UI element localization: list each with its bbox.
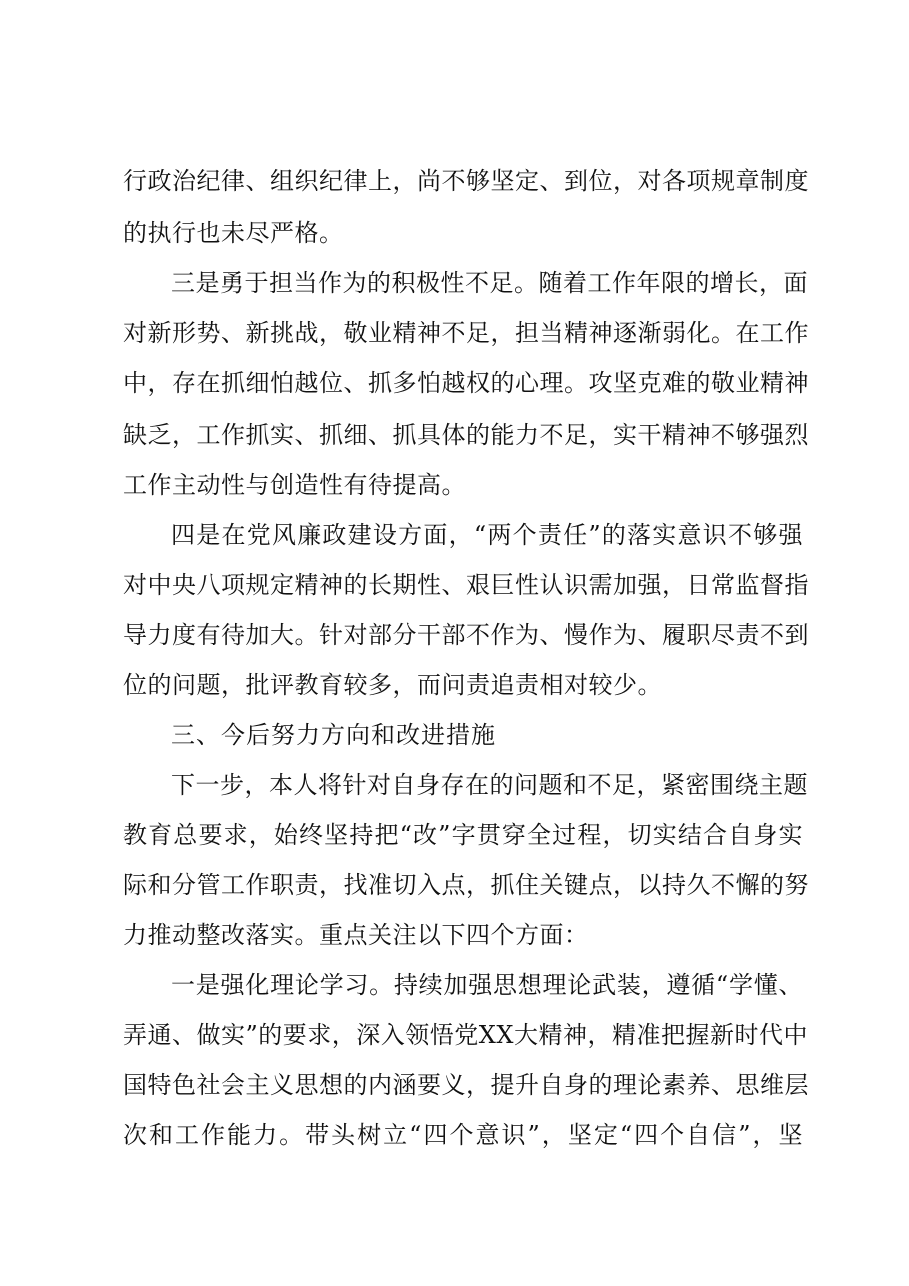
- paragraph-line: 际和分管工作职责，找准切入点，抓住关键点，以持久不懈的努: [123, 871, 809, 899]
- paragraph-line: 次和工作能力。带头树立“四个意识”，坚定“四个自信”，坚: [123, 1121, 803, 1149]
- paragraph-line: 四是在党风廉政建设方面，“两个责任”的落实意识不够强: [171, 521, 803, 549]
- paragraph-line: 中，存在抓细怕越位、抓多怕越权的心理。攻坚克难的敬业精神: [123, 369, 809, 397]
- paragraph-line: 三是勇于担当作为的积极性不足。随着工作年限的增长，面: [171, 269, 808, 297]
- paragraph-line: 导力度有待加大。针对部分干部不作为、慢作为、履职尽责不到: [123, 621, 809, 649]
- paragraph-line: 力推动整改落实。重点关注以下四个方面：: [123, 921, 589, 949]
- paragraph-line: 对新形势、新挑战，敬业精神不足，担当精神逐渐弱化。在工作: [123, 319, 809, 347]
- paragraph-line: 的执行也未尽严格。: [123, 219, 344, 247]
- section-heading: 三、今后努力方向和改进措施: [171, 721, 496, 749]
- paragraph-line: 弄通、做实”的要求，深入领悟党XX大精神，精准把握新时代中: [123, 1021, 808, 1049]
- paragraph-line: 教育总要求，始终坚持把“改”字贯穿全过程，切实结合自身实: [123, 821, 803, 849]
- paragraph-line: 工作主动性与创造性有待提高。: [123, 471, 466, 499]
- paragraph-line: 下一步，本人将针对自身存在的问题和不足，紧密围绕主题: [171, 771, 808, 799]
- paragraph-line: 国特色社会主义思想的内涵要义，提升自身的理论素养、思维层: [123, 1071, 809, 1099]
- paragraph-line: 行政治纪律、组织纪律上，尚不够坚定、到位，对各项规章制度: [123, 167, 809, 195]
- paragraph-line: 位的问题，批评教育较多，而问责追责相对较少。: [123, 671, 662, 699]
- paragraph-line: 对中央八项规定精神的长期性、艰巨性认识需加强，日常监督指: [123, 571, 809, 599]
- paragraph-line: 缺乏，工作抓实、抓细、抓具体的能力不足，实干精神不够强烈: [123, 421, 809, 449]
- paragraph-line: 一是强化理论学习。持续加强思想理论武装，遵循“学懂、: [171, 971, 803, 999]
